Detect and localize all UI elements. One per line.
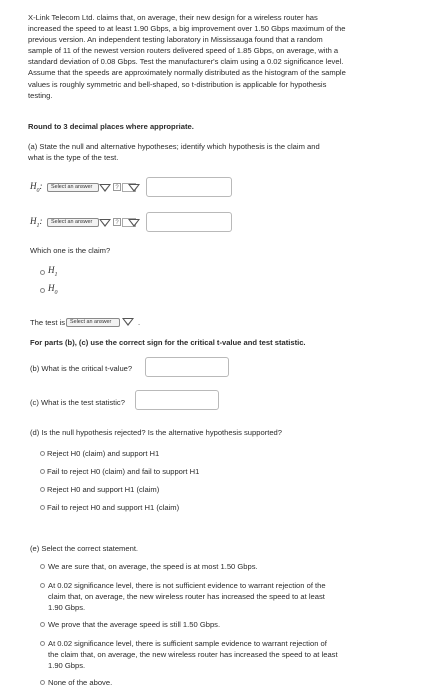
h1-symbol-select[interactable]: ?	[113, 218, 121, 226]
test-type-label: The test is	[30, 318, 66, 327]
d-option-4: Fail to reject H0 and support H1 (claim)	[47, 503, 180, 512]
claim-option-h0: $H_0$	[48, 283, 58, 296]
h1-label: $H_1$:	[30, 216, 43, 229]
rounding-note: Round to 3 decimal places where appropriate.	[28, 122, 194, 131]
e-option-4: At 0.02 significance level, there is sufficient sample evidence to warrant rejection of the claim that, on average, the new wireless router has increased the speed to at least 1.90 Gbps.	[48, 639, 338, 670]
d-option-1: Reject H0 (claim) and support H1	[47, 449, 160, 458]
part-b-question: (b) What is the critical t-value?	[30, 364, 133, 373]
part-e-question: (e) Select the correct statement.	[30, 544, 139, 553]
part-a-question: (a) State the null and alternative hypotheses; identify which hypothesis is the claim and what is the type of the test.	[28, 142, 320, 163]
h1-value-input[interactable]	[146, 212, 232, 232]
chevron-down-icon	[99, 184, 111, 192]
d-radio-2[interactable]	[40, 469, 45, 474]
chevron-down-icon	[122, 318, 134, 326]
e-option-2: At 0.02 significance level, there is not sufficient evidence to warrant rejection of the claim that, on average, the new wireless router has increased the speed to at least 1.90 Gbps.	[48, 581, 326, 612]
e-option-5: None of the above.	[48, 678, 113, 687]
part-d-question: (d) Is the null hypothesis rejected? Is the alternative hypothesis supported?	[30, 428, 283, 437]
h0-relation-select[interactable]: Select an answer	[47, 183, 99, 192]
critical-t-input[interactable]	[145, 357, 229, 377]
sign-note: For parts (b), (c) use the correct sign for the critical t-value and test statistic.	[30, 338, 306, 347]
claim-option-h1: $H_1$	[48, 265, 58, 278]
h1-relation-select[interactable]: Select an answer	[47, 218, 99, 227]
d-radio-3[interactable]	[40, 487, 45, 492]
e-radio-2[interactable]	[40, 583, 45, 588]
claim-radio-h0[interactable]	[40, 288, 45, 293]
e-radio-5[interactable]	[40, 680, 45, 685]
e-radio-4[interactable]	[40, 641, 45, 646]
h0-value-input[interactable]	[146, 177, 232, 197]
claim-radio-h1[interactable]	[40, 270, 45, 275]
d-option-3: Reject H0 and support H1 (claim)	[47, 485, 160, 494]
h0-symbol-select[interactable]: ?	[113, 183, 121, 191]
d-radio-1[interactable]	[40, 451, 45, 456]
e-radio-1[interactable]	[40, 564, 45, 569]
e-radio-3[interactable]	[40, 622, 45, 627]
e-option-1: We are sure that, on average, the speed is at most 1.50 Gbps.	[48, 562, 258, 571]
part-c-question: (c) What is the test statistic?	[30, 398, 125, 407]
e-option-3: We prove that the average speed is still 1.50 Gbps.	[48, 620, 221, 629]
test-statistic-input[interactable]	[135, 390, 219, 410]
chevron-down-icon	[128, 184, 140, 192]
d-radio-4[interactable]	[40, 505, 45, 510]
period: .	[138, 318, 141, 327]
problem-statement: X-Link Telecom Ltd. claims that, on average, their new design for a wireless router has increased the speed to at least 1.90 Gbps, a big improvement over 1.50 Gbps maximum of the previous version. An independent testing laboratory in Mississauga found that a random sample of 11 of the newest version routers delivered speed of 1.85 Gbps, on average, with a standard deviation of 0.08 Gbps. Test the manufacturer's claim using a 0.02 significance level. Assume that the speeds are approximately normally distributed as the histogram of the sample values is roughly symmetric and bell-shaped, so t-distribution is applicable for hypothesis testing.	[28, 13, 346, 100]
chevron-down-icon	[99, 219, 111, 227]
which-claim-label: Which one is the claim?	[30, 246, 111, 255]
d-option-2: Fail to reject H0 (claim) and fail to support H1	[47, 467, 200, 476]
test-type-select[interactable]: Select an answer	[66, 318, 120, 327]
h0-label: $H_0$:	[30, 181, 43, 194]
chevron-down-icon	[128, 219, 140, 227]
